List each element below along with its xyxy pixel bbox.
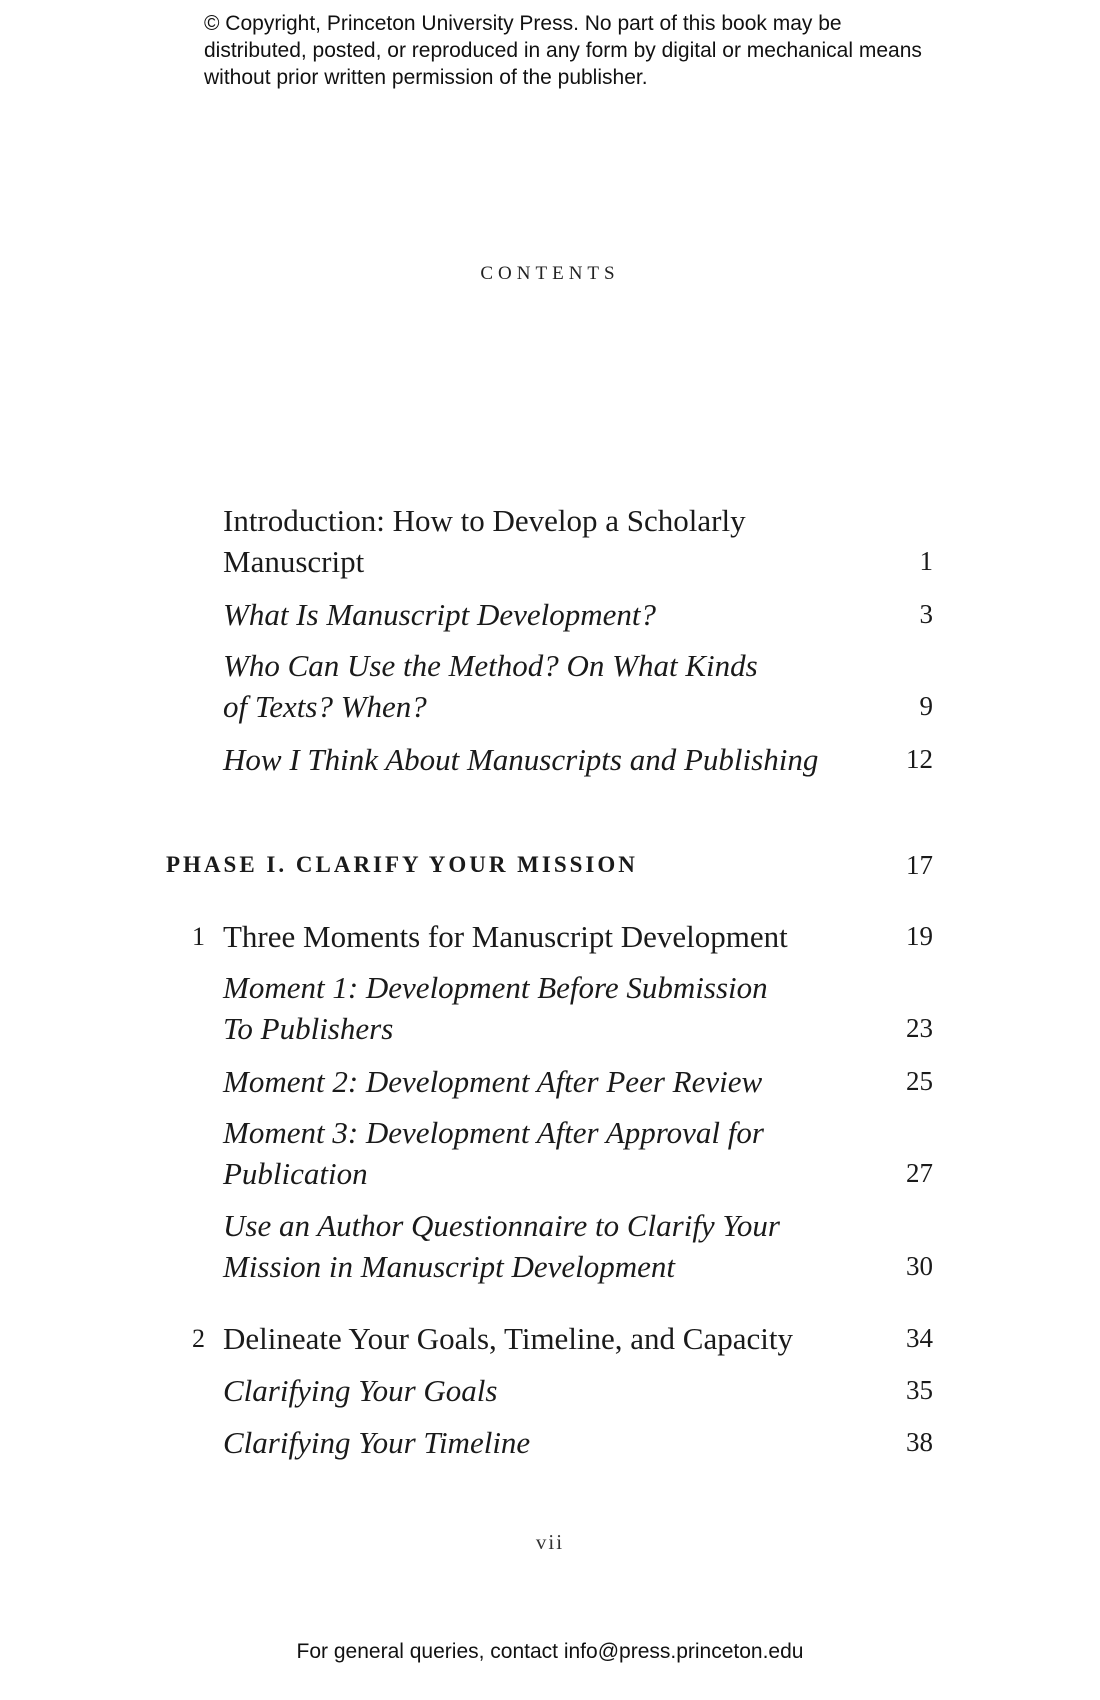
toc-section-title: Clarifying Your Timeline xyxy=(223,1425,531,1460)
toc-section xyxy=(223,1205,933,1287)
page-title: contents xyxy=(480,255,620,285)
toc-page-number: 34 xyxy=(906,1323,933,1353)
toc-section-title: Who Can Use the Method? On What Kinds of Texts? When? xyxy=(223,648,758,724)
toc-section xyxy=(223,594,933,635)
toc-page-number: 3 xyxy=(919,599,933,629)
toc-section xyxy=(223,967,933,1049)
toc-page-number: 23 xyxy=(906,1013,933,1043)
toc-section-title: Moment 1: Development Before Submission To Publishers xyxy=(223,970,768,1046)
toc-page-number: 19 xyxy=(906,921,933,951)
toc-entry-title: Introduction: How to Develop a Scholarly Manuscript xyxy=(223,503,746,579)
toc-page-number: 27 xyxy=(906,1158,933,1188)
toc-section xyxy=(223,1422,933,1463)
toc-phase-heading xyxy=(166,850,933,880)
toc-chapter xyxy=(192,1318,933,1359)
toc-section-title: Moment 3: Development After Approval for Publication xyxy=(223,1115,764,1191)
toc-section-title: Clarifying Your Goals xyxy=(223,1373,498,1408)
toc-section xyxy=(223,1370,933,1411)
toc-chapter-title: Three Moments for Manuscript Development xyxy=(223,919,788,954)
page-number: vii xyxy=(535,1530,565,1554)
toc-page-number: 25 xyxy=(906,1066,933,1096)
toc-section xyxy=(223,739,933,780)
toc-section-title: Use an Author Questionnaire to Clarify Your Mission in Manuscript Development xyxy=(223,1208,780,1284)
toc-page-number: 1 xyxy=(919,546,933,576)
toc-page-number: 9 xyxy=(919,691,933,721)
toc-chapter-title: Delineate Your Goals, Timeline, and Capacity xyxy=(223,1321,793,1356)
toc-page-number: 35 xyxy=(906,1375,933,1405)
toc-section xyxy=(223,645,933,727)
toc-page-number: 38 xyxy=(906,1427,933,1457)
toc-section-title: Moment 2: Development After Peer Review xyxy=(223,1064,763,1099)
toc-section-title: What Is Manuscript Development? xyxy=(223,597,657,632)
copyright-notice: © Copyright, Princeton University Press. No part of this book may be distributed, posted, or reproduced in any form by digital or mechanical means without prior written permission of the publisher. xyxy=(204,12,922,89)
chapter-number: 2 xyxy=(192,1324,205,1353)
toc-page-number: 17 xyxy=(906,850,933,880)
toc-entry-introduction xyxy=(223,500,933,582)
chapter-number: 1 xyxy=(192,922,205,951)
toc-section xyxy=(223,1112,933,1194)
toc-page-number: 30 xyxy=(906,1251,933,1281)
toc-section xyxy=(223,1061,933,1102)
toc-section-title: How I Think About Manuscripts and Publishing xyxy=(223,742,819,777)
toc-chapter xyxy=(192,916,933,957)
footer-contact: For general queries, contact info@press.princeton.edu xyxy=(296,1640,804,1663)
toc-page-number: 12 xyxy=(906,744,933,774)
phase-title: PHASE I. CLARIFY YOUR MISSION xyxy=(166,852,638,877)
